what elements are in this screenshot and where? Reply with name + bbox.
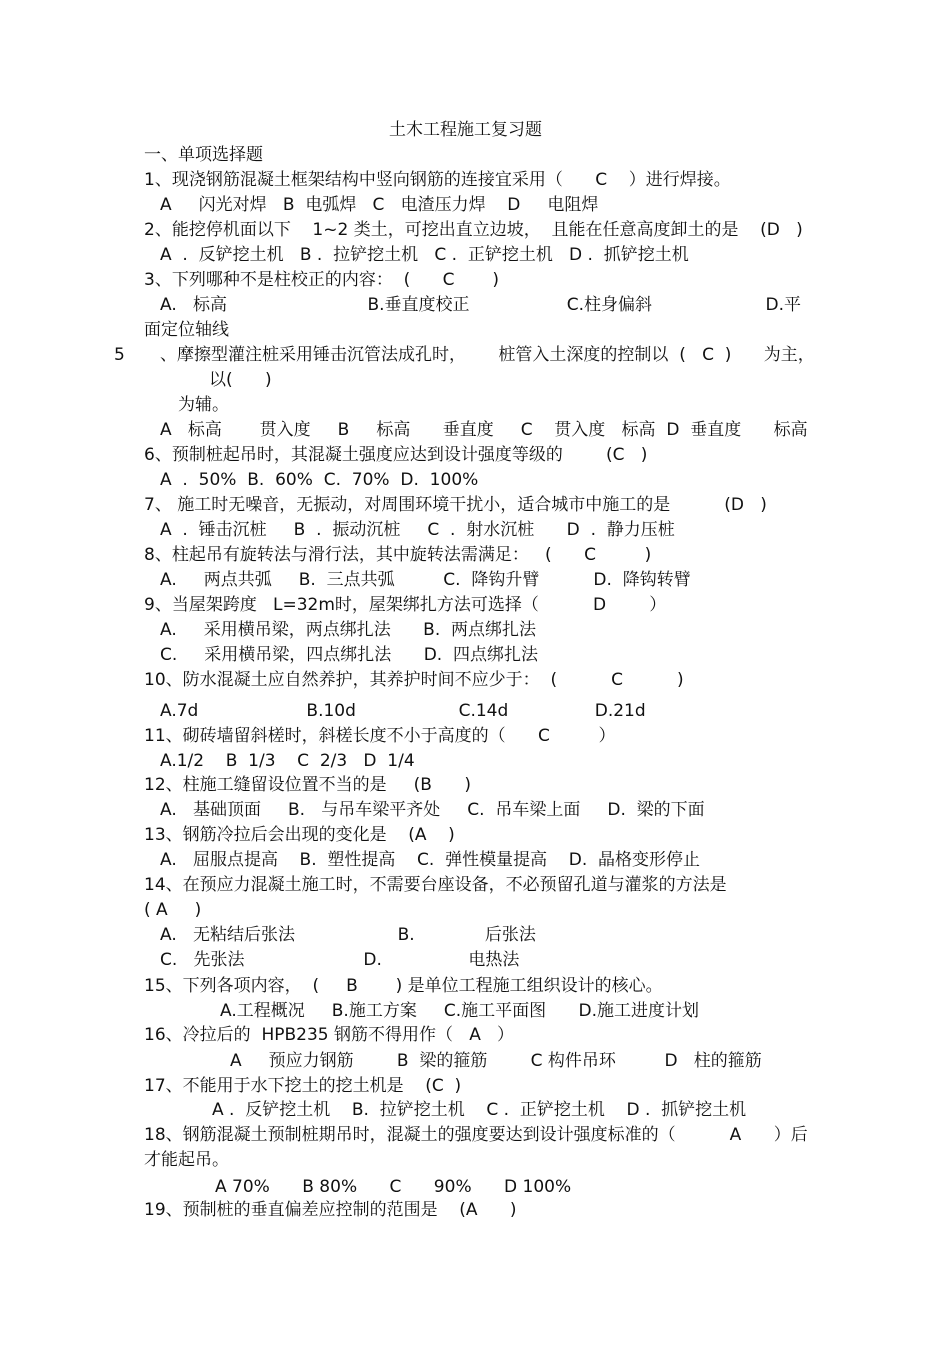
option-line: A. 基础顶面 B. 与吊车梁平齐处 C. 吊车梁上面 D. 梁的下面 bbox=[160, 800, 705, 820]
question-line: 6、预制桩起吊时，其混凝土强度应达到设计强度等级的 (C ) bbox=[144, 445, 648, 465]
option-line: A.工程概况 B.施工方案 C.施工平面图 D.施工进度计划 bbox=[220, 1001, 700, 1021]
question-line: 14、在预应力混凝土施工时，不需要台座设备，不必预留孔道与灌浆的方法是 bbox=[144, 875, 727, 895]
option-line: A. 屈服点提高 B. 塑性提高 C. 弹性模量提高 D. 晶格变形停止 bbox=[160, 850, 701, 870]
question-continuation: ( A ) bbox=[144, 900, 202, 920]
option-continuation: 面定位轴线 bbox=[144, 320, 229, 340]
option-line: A. 两点共弧 B. 三点共弧 C. 降钩升臂 D. 降钩转臂 bbox=[160, 570, 691, 590]
question-continuation: 为辅。 bbox=[178, 395, 229, 415]
question-line: 16、冷拉后的 HPB235 钢筋不得用作（ A ） bbox=[144, 1025, 515, 1045]
question-line: 11、砌砖墙留斜槎时，斜槎长度不小于高度的（ C ） bbox=[144, 726, 616, 746]
question-line: 18、钢筋混凝土预制桩期吊时，混凝土的强度要达到设计强度标准的（ A ）后 bbox=[144, 1125, 808, 1145]
option-line: A.7d B.10d C.14d D.21d bbox=[160, 701, 646, 721]
page-title: 土木工程施工复习题 bbox=[389, 120, 542, 140]
option-line: A. 采用横吊梁，两点绑扎法 B. 两点绑扎法 bbox=[160, 620, 537, 640]
option-line: C. 采用横吊梁，四点绑扎法 D. 四点绑扎法 bbox=[160, 645, 539, 665]
option-line: A . 锤击沉桩 B . 振动沉桩 C . 射水沉桩 D . 静力压桩 bbox=[160, 520, 675, 540]
option-line: C. 先张法 D. 电热法 bbox=[160, 950, 520, 970]
option-line: A.1/2 B 1/3 C 2/3 D 1/4 bbox=[160, 751, 415, 771]
option-line: A . 反铲挖土机 B . 拉铲挖土机 C . 正铲挖土机 D . 抓铲挖土机 bbox=[160, 245, 689, 265]
question-line: 19、预制桩的垂直偏差应控制的范围是 (A ) bbox=[144, 1200, 517, 1220]
option-line: A 标高 贯入度 B 标高 垂直度 C 贯入度 标高 D 垂直度 标高 bbox=[160, 420, 808, 440]
question-continuation: 才能起吊。 bbox=[144, 1150, 229, 1170]
question-line: 2、能挖停机面以下 1~2 类土，可挖出直立边坡， 且能在任意高度卸土的是 (D ) bbox=[144, 220, 803, 240]
question-number: 5 bbox=[114, 345, 125, 365]
question-line: 7、 施工时无噪音，无振动，对周围环境干扰小，适合城市中施工的是 (D ) bbox=[144, 495, 767, 515]
question-line: 8、柱起吊有旋转法与滑行法，其中旋转法需满足： ( C ) bbox=[144, 545, 652, 565]
question-line: 9、当屋架跨度 L=32m时，屋架绑扎方法可选择（ D ） bbox=[144, 595, 667, 615]
section-heading: 一、单项选择题 bbox=[144, 145, 263, 165]
option-line: A 70% B 80% C 90% D 100% bbox=[215, 1177, 572, 1197]
question-line: 17、不能用于水下挖土的挖土机是 (C ) bbox=[144, 1076, 462, 1096]
option-line: A 闪光对焊 B 电弧焊 C 电渣压力焊 D 电阻焊 bbox=[160, 195, 599, 215]
question-continuation: 以( ) bbox=[209, 370, 272, 390]
option-line: A 预应力钢筋 B 梁的箍筋 C 构件吊环 D 柱的箍筋 bbox=[230, 1051, 762, 1071]
question-line: 10、防水混凝土应自然养护，其养护时间不应少于： ( C ) bbox=[144, 670, 684, 690]
option-line: A. 无粘结后张法 B. 后张法 bbox=[160, 925, 536, 945]
option-line: A. 标高 B.垂直度校正 C.柱身偏斜 D.平 bbox=[160, 295, 802, 315]
question-line: 3、下列哪种不是柱校正的内容： ( C ) bbox=[144, 270, 500, 290]
question-line: 、摩擦型灌注桩采用锤击沉管法成孔时， 桩管入土深度的控制以 ( C ) 为主， bbox=[160, 345, 815, 365]
question-line: 13、钢筋冷拉后会出现的变化是 (A ) bbox=[144, 825, 455, 845]
option-line: A . 50% B. 60% C. 70% D. 100% bbox=[160, 470, 479, 490]
question-line: 15、下列各项内容， ( B ) 是单位工程施工组织设计的核心。 bbox=[144, 976, 663, 996]
option-line: A . 反铲挖土机 B. 拉铲挖土机 C . 正铲挖土机 D . 抓铲挖土机 bbox=[212, 1100, 747, 1120]
question-line: 12、柱施工缝留设位置不当的是 (B ) bbox=[144, 775, 472, 795]
question-line: 1、现浇钢筋混凝土框架结构中竖向钢筋的连接宜采用（ C ）进行焊接。 bbox=[144, 170, 731, 190]
